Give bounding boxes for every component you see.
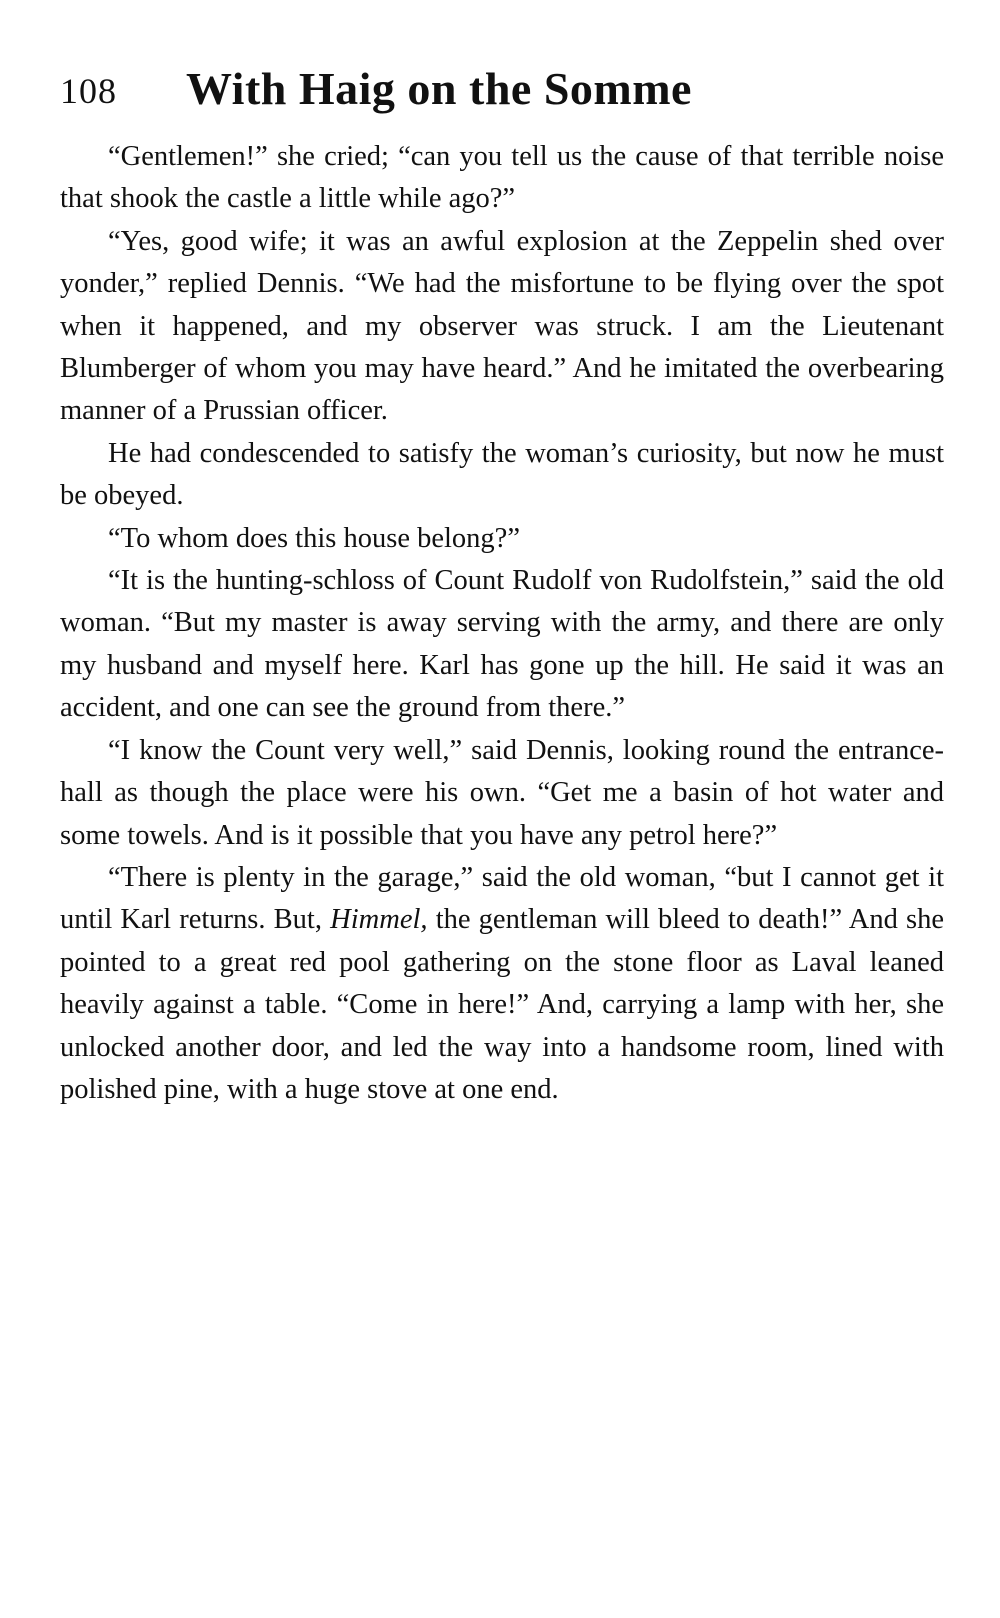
paragraph-text: “To whom does this house belong?”: [108, 522, 520, 554]
paragraph: [60, 518, 944, 560]
paragraph-text: the gentleman will bleed to death!” And she pointed to a great red pool gathering on the stone floor as Laval leaned heavily against a table. “Come in here!” And, carrying a lamp with her, she unlocked another door, and led the way into a handsome room, lined with polished pine, with a huge stove at one end.: [60, 904, 944, 1105]
paragraph-text: “Yes, good wife; it was an awful explosion at the Zeppelin shed over yonder,” replied Dennis. “We had the misfortune to be flying over the spot when it happened, and my observer was struck. I am the Lieutenant Blumberger of whom you may have heard.” And he imitated the overbearing manner of a Prussian officer.: [60, 225, 944, 427]
paragraph-text: He had condescended to satisfy the woman’s curiosity, but now he must be obeyed.: [60, 437, 944, 512]
body-text: [60, 136, 944, 1111]
italic-text: Himmel,: [330, 904, 428, 936]
paragraph: [60, 433, 944, 518]
paragraph-text: “There is plenty in the garage,” said the old woman, “but I cannot get it until Karl returns. But,: [60, 861, 944, 936]
paragraph: [60, 560, 944, 730]
paragraph: [60, 136, 944, 221]
paragraph: [60, 857, 944, 1111]
book-page: [60, 62, 944, 1111]
page-number: 108: [60, 71, 117, 111]
paragraph-text: “Gentlemen!” she cried; “can you tell us the cause of that terrible noise that shook the castle a little while ago?”: [60, 141, 944, 215]
paragraph-text: “It is the hunting-schloss of Count Rudolf von Rudolfstein,” said the old woman. “But my master is away serving with the army, and there are only my husband and myself here. Karl has gone up the hill. He said it was an accident, and one can see the ground from there.”: [60, 565, 944, 724]
running-title: With Haig on the Somme: [186, 63, 692, 114]
paragraph: [60, 730, 944, 857]
paragraph-text: “I know the Count very well,” said Dennis, looking round the entrance-hall as though the place were his own. “Get me a basin of hot water and some towels. And is it possible that you have any petrol here?”: [60, 734, 944, 851]
page-header: [60, 62, 944, 122]
paragraph: [60, 221, 944, 433]
